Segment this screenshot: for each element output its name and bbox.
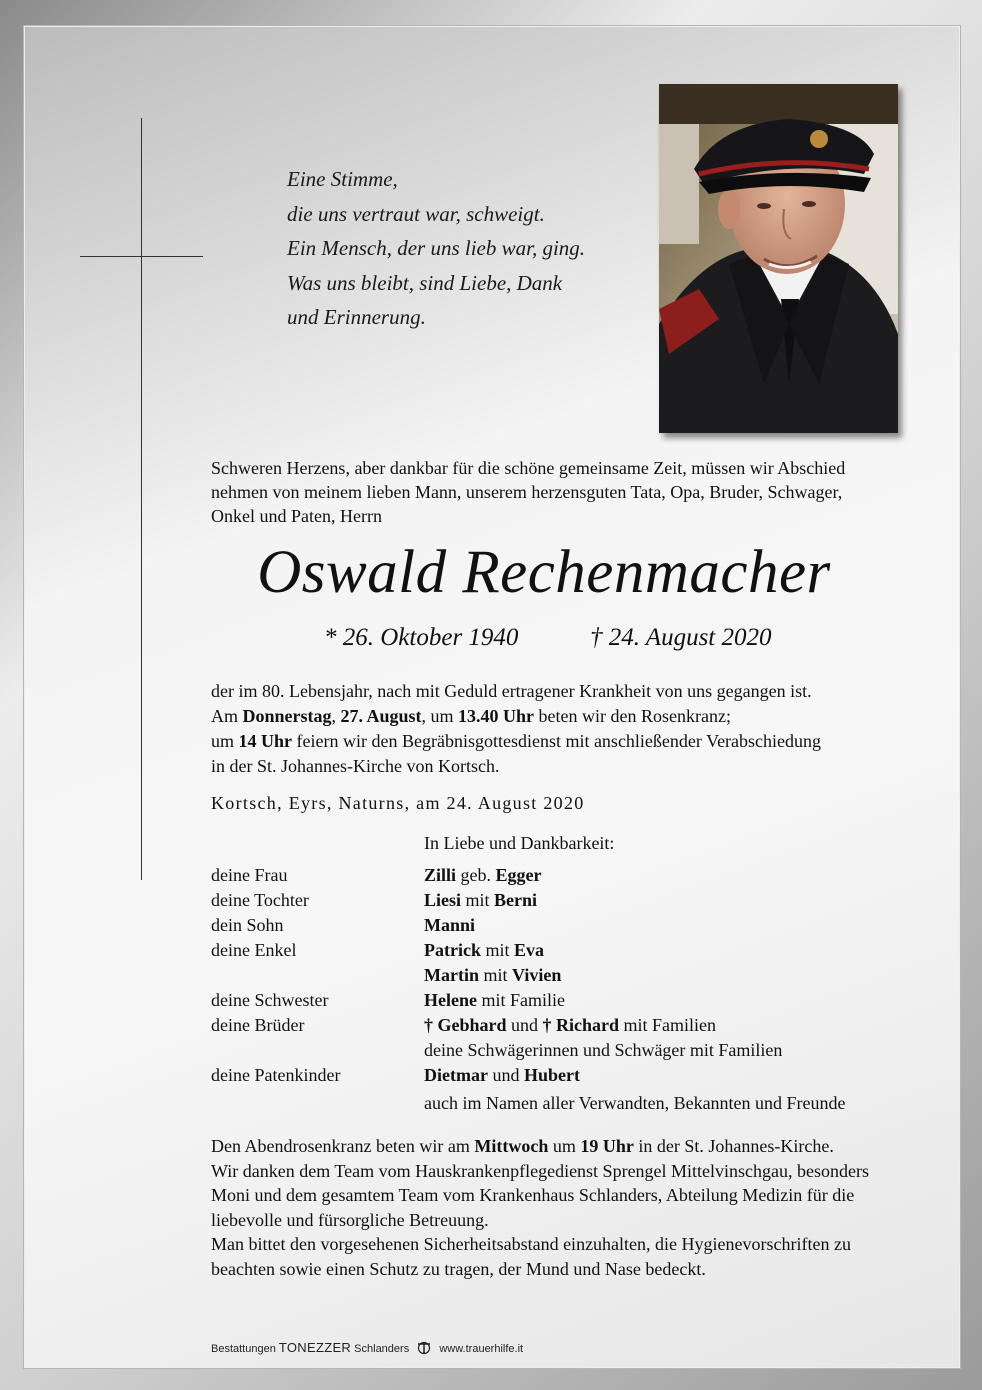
relation-label: deine Schwester	[211, 990, 329, 1010]
text-bold: Mittwoch	[474, 1136, 549, 1156]
cross-vertical	[141, 118, 142, 880]
text-bold: Manni	[424, 915, 476, 935]
family-names	[424, 915, 475, 936]
relation-label: deine Enkel	[211, 940, 297, 960]
verse-line: Eine Stimme,	[287, 167, 398, 191]
family-names	[424, 865, 542, 886]
text-span: mit Familien	[619, 1015, 717, 1035]
deceased-name: Oswald Rechenmacher	[257, 539, 831, 606]
text-span: ,	[331, 706, 341, 726]
closing-text	[211, 1134, 869, 1281]
closing-line: Wir danken dem Team vom Hauskrankenpflegedienst Sprengel Mittelvinschgau, besonders	[211, 1160, 870, 1181]
text-span: um	[211, 731, 239, 751]
text-bold: Helene	[424, 990, 477, 1010]
birth-date: * 26. Oktober 1940	[324, 624, 519, 651]
text-span: und	[506, 1015, 543, 1035]
text-span: Den Abendrosenkranz beten wir am	[211, 1136, 475, 1156]
text-span: und	[487, 1065, 524, 1085]
body-line: der im 80. Lebensjahr, nach mit Geduld ertragener Krankheit von uns gegangen ist.	[211, 681, 812, 701]
body-line	[211, 704, 911, 729]
text-bold: Patrick	[424, 940, 481, 960]
family-names	[424, 965, 561, 986]
footer-text: Bestattungen	[211, 1343, 279, 1355]
text-bold: Martin	[424, 965, 479, 985]
family-names	[424, 1015, 716, 1036]
closing-line: Moni und dem gesamtem Team vom Krankenhaus Schlanders, Abteilung Medizin für die	[211, 1185, 855, 1205]
intro-line: nehmen von meinem lieben Mann, unserem herzensguten Tata, Opa, Bruder, Schwager,	[211, 482, 843, 502]
text-span: mit	[461, 890, 495, 910]
portrait-photo	[659, 84, 898, 433]
body-line	[211, 729, 911, 754]
text-bold: 19 Uhr	[580, 1136, 634, 1156]
text-bold: Eva	[514, 940, 545, 960]
text-bold: Hubert	[523, 1065, 580, 1085]
text-bold: Egger	[495, 865, 542, 885]
text-bold: 14 Uhr	[238, 731, 293, 751]
closing-line	[211, 1134, 869, 1159]
text-bold: Liesi	[424, 890, 462, 910]
funeral-home-footer	[211, 1340, 523, 1358]
text-span: , um	[421, 706, 459, 726]
footer-url[interactable]: www.trauerhilfe.it	[439, 1343, 524, 1355]
intro-line: Onkel und Paten, Herrn	[211, 506, 382, 526]
verse-line: Was uns bleibt, sind Liebe, Dank	[287, 270, 563, 295]
text-bold: Berni	[494, 890, 538, 910]
intro-line: Schweren Herzens, aber dankbar für die schöne gemeinsame Zeit, müssen wir Abschied	[211, 458, 846, 478]
text-span: mit	[480, 940, 514, 960]
cross-horizontal	[80, 256, 203, 257]
trauerhilfe-logo-icon	[416, 1341, 432, 1358]
closing-line: Man bittet den vorgesehenen Sicherheitsabstand einzuhalten, die Hygienevorschriften zu	[211, 1234, 851, 1254]
footer-text: Schlanders	[351, 1343, 410, 1355]
love-gratitude-line: In Liebe und Dankbarkeit:	[424, 833, 615, 853]
intro-text	[211, 456, 911, 528]
text-bold: Zilli	[424, 865, 457, 885]
family-names	[424, 990, 565, 1011]
closing-line: liebevolle und fürsorgliche Betreuung.	[211, 1209, 489, 1230]
text-bold: Vivien	[512, 965, 562, 985]
text-bold: † Richard	[542, 1015, 620, 1035]
text-bold: Dietmar	[424, 1065, 488, 1085]
text-span: geb.	[456, 865, 496, 885]
text-span: feiern wir den Begräbnisgottesdienst mit anschließender Verabschiedung	[292, 731, 822, 751]
text-bold: 27. August	[340, 706, 422, 726]
text-span: um	[548, 1136, 581, 1156]
family-names: deine Schwägerinnen und Schwäger mit Familien	[424, 1040, 783, 1060]
text-span: beten wir den Rosenkranz;	[534, 706, 731, 726]
relation-label: deine Patenkinder	[211, 1065, 341, 1085]
relation-label: deine Brüder	[211, 1015, 305, 1035]
text-bold: 13.40 Uhr	[458, 706, 535, 726]
text-span: in der St. Johannes-Kirche.	[633, 1136, 834, 1156]
text-span: Am	[211, 706, 243, 726]
text-bold: Donnerstag	[242, 706, 332, 726]
verse-line: und Erinnerung.	[287, 305, 426, 329]
portrait-photo-illustration	[659, 84, 898, 433]
family-names	[424, 940, 544, 961]
place-date-line: Kortsch, Eyrs, Naturns, am 24. August 2020	[211, 793, 585, 813]
closing-line: beachten sowie einen Schutz zu tragen, der Mund und Nase bedeckt.	[211, 1258, 706, 1279]
body-line: in der St. Johannes-Kirche von Kortsch.	[211, 756, 500, 776]
relation-label: deine Tochter	[211, 890, 309, 910]
announcement-text	[211, 679, 911, 779]
verse-line: die uns vertraut war, schweigt.	[287, 201, 545, 226]
memorial-verse	[287, 162, 585, 335]
relation-label: deine Frau	[211, 865, 288, 885]
text-bold: † Gebhard	[424, 1015, 507, 1035]
family-names: auch im Namen aller Verwandten, Bekannten und Freunde	[424, 1093, 846, 1113]
verse-line: Ein Mensch, der uns lieb war, ging.	[287, 236, 586, 260]
relation-label: dein Sohn	[211, 915, 284, 935]
family-names	[424, 1065, 580, 1086]
footer-brand: TONEZZER	[278, 1340, 352, 1355]
text-span: mit	[478, 965, 512, 985]
family-names	[424, 890, 537, 911]
death-date: † 24. August 2020	[590, 624, 772, 651]
text-span: mit Familie	[476, 990, 565, 1010]
